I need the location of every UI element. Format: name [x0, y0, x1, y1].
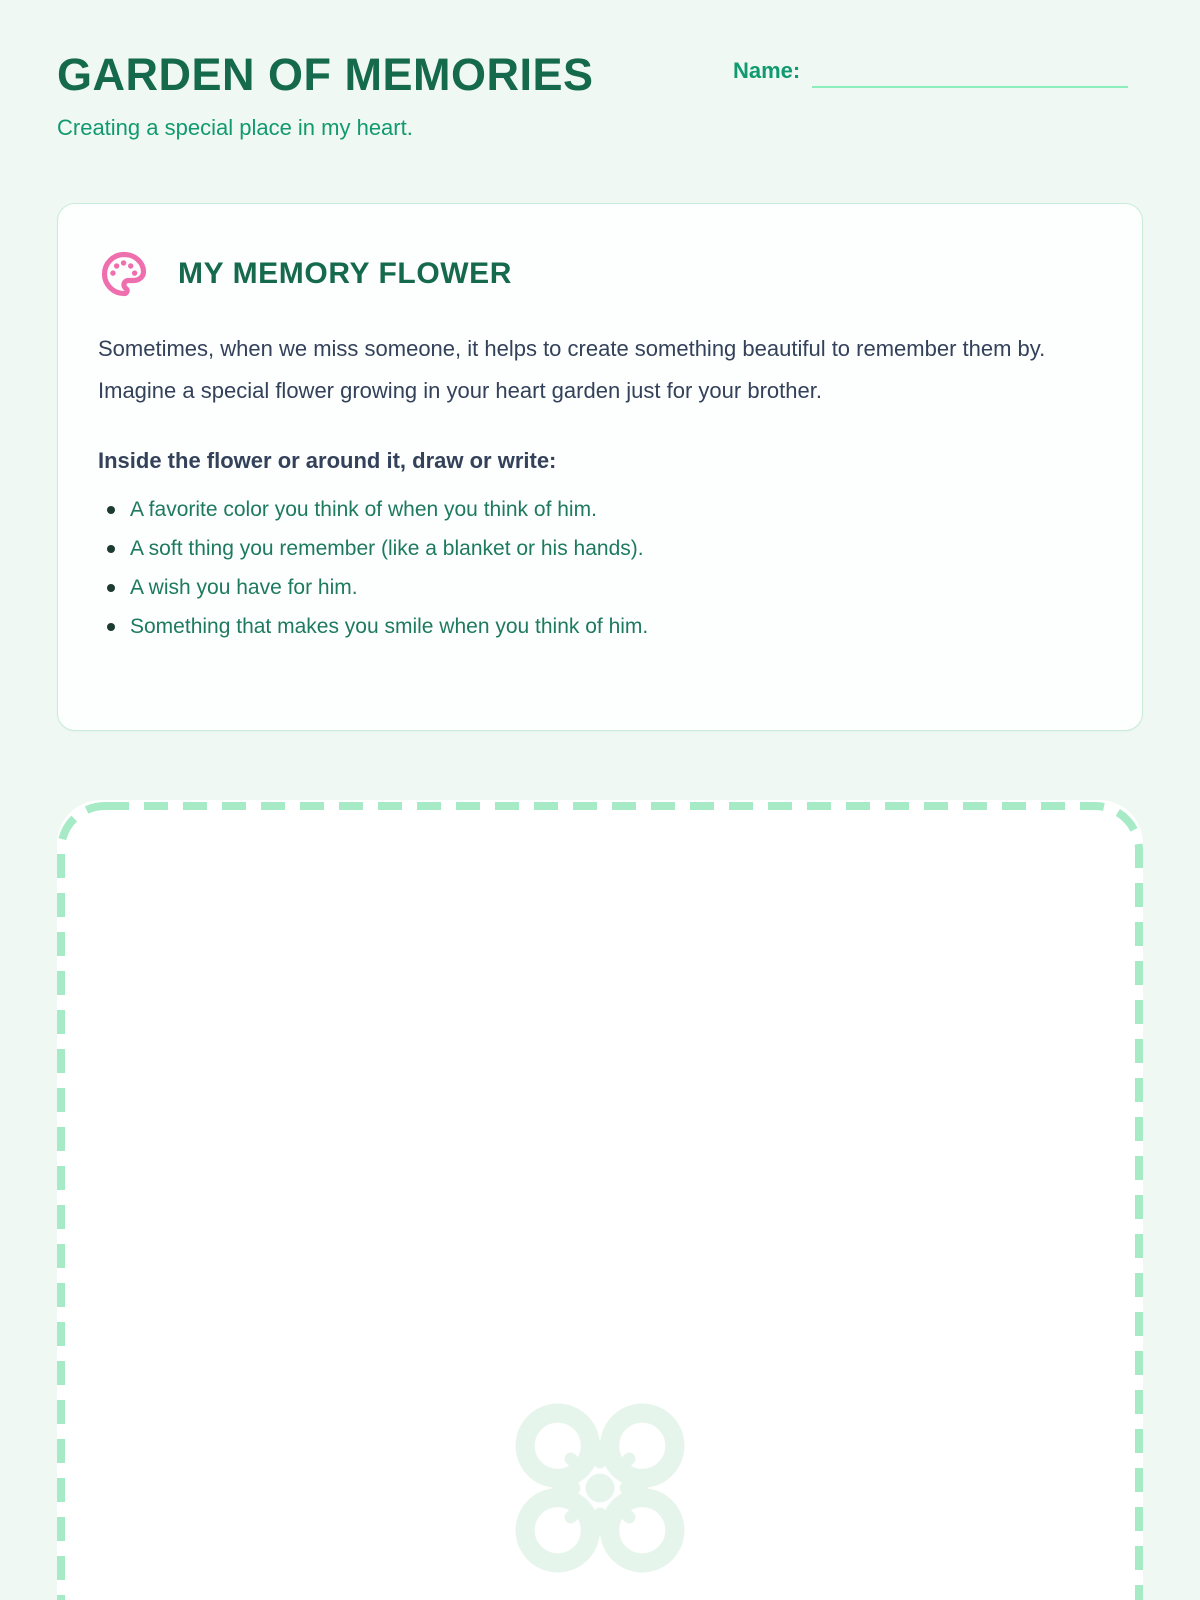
- card-bullet-list: [98, 498, 1102, 639]
- page-subtitle: Creating a special place in my heart.: [57, 115, 413, 140]
- name-input[interactable]: [812, 58, 1128, 88]
- memory-flower-card: [57, 203, 1143, 731]
- palette-icon: [98, 248, 150, 300]
- flower-icon: [504, 1392, 696, 1584]
- dashed-border: [57, 800, 1143, 1600]
- bullet-item: A soft thing you remember (like a blanket or his hands).: [98, 537, 1102, 561]
- bullet-item: A wish you have for him.: [98, 576, 1102, 600]
- name-field: [733, 58, 1128, 88]
- drawing-area[interactable]: [57, 800, 1143, 1600]
- bullet-item: A favorite color you think of when you think of him.: [98, 498, 1102, 522]
- card-heading: MY MEMORY FLOWER: [178, 257, 513, 290]
- page-title: GARDEN OF MEMORIES: [57, 49, 594, 100]
- name-label: Name:: [733, 58, 801, 83]
- card-heading-row: [98, 248, 1102, 300]
- card-intro-text: Sometimes, when we miss someone, it helps to create something beautiful to remember them by. Imagine a special flower growing in your heart garden just for your brother.: [98, 336, 1046, 403]
- bullet-item: Something that makes you smile when you think of him.: [98, 615, 1102, 639]
- card-prompt-text: Inside the flower or around it, draw or write:: [98, 448, 557, 473]
